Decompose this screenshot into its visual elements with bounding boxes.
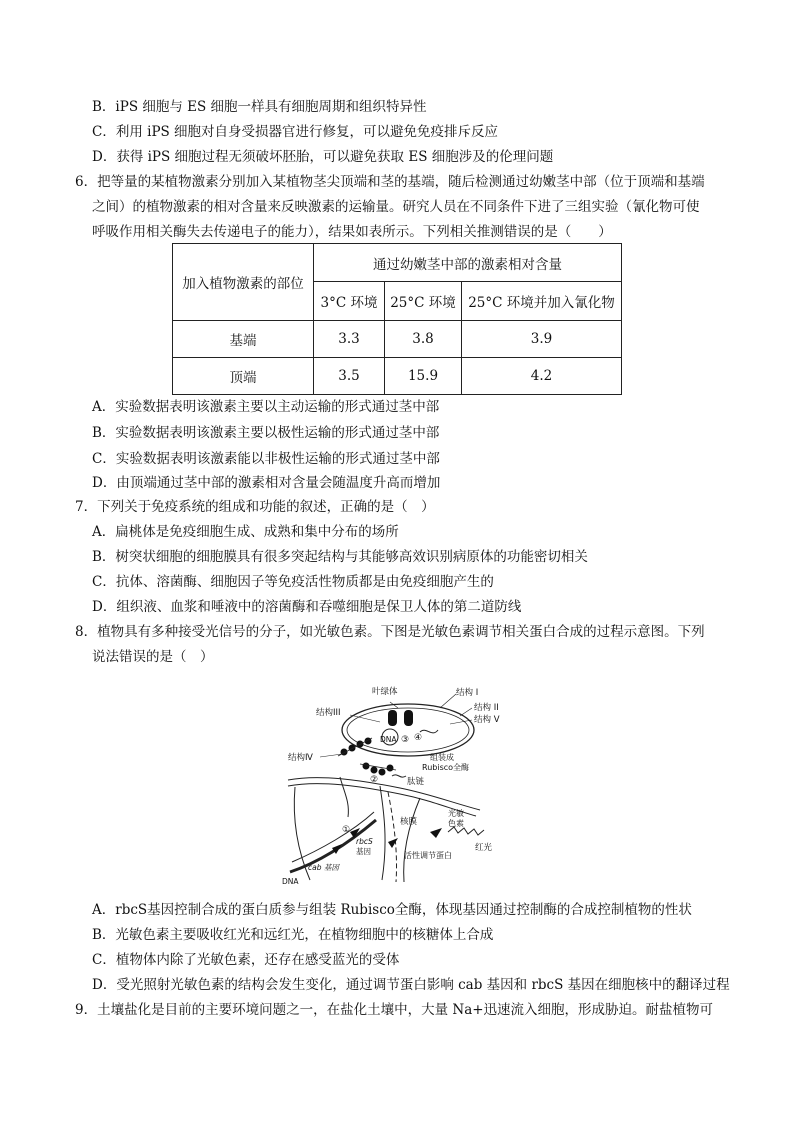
table-row-label: 顶端 — [173, 358, 314, 395]
q8-option-a: A．rbcS基因控制合成的蛋白质参与组装 Rubisco全酶，体现基因通过控制酶的合成控制植物的性状 — [92, 902, 692, 918]
fig-label-s4: 结构Ⅳ — [288, 753, 313, 763]
q7-option-c: C．抗体、溶菌酶、细胞因子等免疫活性物质都是由免疫细胞产生的 — [92, 574, 494, 590]
q6-stem-line-2: 之间）的植物激素的相对含量来反映激素的运输量。研究人员在不同条件下进了三组实验（氰化物可使 — [92, 199, 700, 215]
q6-option-c: C．实验数据表明该激素能以非极性运输的形式通过茎中部 — [92, 451, 440, 467]
fig-label-red-light: 红光 — [475, 843, 493, 853]
fig-label-peptide: 肽链 — [407, 777, 425, 787]
table-col-3c: 3°C 环境 — [314, 282, 385, 321]
fig-label-3: ③ — [401, 735, 410, 745]
q5-option-c: C．利用 iPS 细胞对自身受损器官进行修复，可以避免免疫排斥反应 — [92, 124, 499, 140]
fig-label-phyto-1: 光敏 — [448, 809, 464, 818]
q7-option-d: D．组织液、血浆和唾液中的溶菌酶和吞噬细胞是保卫人体的第二道防线 — [92, 599, 522, 615]
table-row — [173, 358, 622, 395]
phytochrome-diagram — [280, 682, 520, 887]
table-group-header: 通过幼嫩茎中部的激素相对含量 — [314, 244, 622, 282]
fig-label-assemble-1: 组装成 — [430, 753, 454, 762]
q8-stem-line-1: 8．植物具有多种接受光信号的分子，如光敏色素。下图是光敏色素调节相关蛋白合成的过程示意图。下列 — [75, 624, 705, 640]
q6-option-a: A．实验数据表明该激素主要以主动运输的形式通过茎中部 — [92, 399, 440, 415]
q9-stem: 9．土壤盐化是目前的主要环境问题之一，在盐化土壤中，大量 Na+迅速流入细胞，形成胁迫。耐盐植物可 — [75, 1002, 714, 1018]
table-cell: 3.8 — [385, 321, 462, 358]
q7-option-b: B．树突状细胞的细胞膜具有很多突起结构与其能够高效识别病原体的功能密切相关 — [92, 549, 588, 565]
fig-label-s3: 结构III — [316, 708, 341, 718]
table-row-label: 基端 — [173, 321, 314, 358]
fig-label-nuclear-membrane: 核膜 — [400, 817, 418, 827]
fig-label-1: ① — [342, 825, 351, 835]
q5-option-d: D．获得 iPS 细胞过程无须破坏胚胎，可以避免获取 ES 细胞涉及的伦理问题 — [92, 149, 554, 165]
q8-option-c: C．植物体内除了光敏色素，还存在感受蓝光的受体 — [92, 952, 400, 968]
table-col-25c-cyanide: 25°C 环境并加入氰化物 — [462, 282, 622, 321]
table-row-header: 加入植物激素的部位 — [173, 244, 314, 321]
q5-option-b: B．iPS 细胞与 ES 细胞一样具有细胞周期和组织特异性 — [92, 99, 427, 115]
thylakoid-icon — [388, 710, 397, 726]
fig-label-s2: 结构 II — [474, 703, 499, 713]
table-cell: 3.5 — [314, 358, 385, 395]
q8-option-d: D．受光照射光敏色素的结构会发生变化，通过调节蛋白影响 cab 基因和 rbcS 基因在细胞核中的翻译过程 — [92, 977, 730, 993]
fig-label-s1: 结构 I — [456, 688, 479, 698]
fig-label-rbcs-2: 基因 — [356, 847, 371, 856]
q6-stem-line-3: 呼吸作用相关酶失去传递电子的能力），结果如表所示。下列相关推测错误的是（ ） — [92, 224, 612, 240]
q8-option-b: B．光敏色素主要吸收红光和远红光，在植物细胞中的核糖体上合成 — [92, 927, 494, 943]
table-cell: 15.9 — [385, 358, 462, 395]
fig-label-assemble-2: Rubisco全酶 — [422, 763, 470, 772]
q6-option-d: D．由顶端通过茎中部的激素相对含量会随温度升高而增加 — [92, 475, 441, 491]
table-cell: 4.2 — [462, 358, 622, 395]
fig-label-cab: cab 基因 — [308, 863, 339, 872]
table-cell: 3.3 — [314, 321, 385, 358]
q6-option-b: B．实验数据表明该激素主要以极性运输的形式通过茎中部 — [92, 425, 440, 441]
thylakoid-icon — [404, 710, 413, 726]
fig-label-4: ④ — [414, 733, 423, 743]
fig-label-dna-chloroplast: DNA — [380, 735, 397, 744]
table-col-25c: 25°C 环境 — [385, 282, 462, 321]
q7-stem: 7．下列关于免疫系统的组成和功能的叙述，正确的是（ ） — [75, 499, 435, 515]
fig-label-regulator: 活性调节蛋白 — [404, 851, 452, 860]
q6-data-table — [172, 243, 622, 395]
table-cell: 3.9 — [462, 321, 622, 358]
fig-label-phyto-2: 色素 — [448, 819, 464, 828]
fig-label-2: ② — [370, 775, 379, 785]
q8-stem-line-2: 说法错误的是（ ） — [92, 649, 214, 665]
fig-label-chloroplast: 叶绿体 — [372, 687, 398, 697]
fig-label-s5: 结构 V — [474, 715, 500, 725]
fig-label-dna: DNA — [282, 877, 299, 886]
table-row — [173, 321, 622, 358]
fig-label-rbcs-1: rbcS — [356, 837, 373, 846]
q7-option-a: A．扁桃体是免疫细胞生成、成熟和集中分布的场所 — [92, 524, 399, 540]
q6-stem-line-1: 6．把等量的某植物激素分别加入某植物茎尖顶端和茎的基端，随后检测通过幼嫩茎中部（位于顶端和基端 — [75, 174, 705, 190]
